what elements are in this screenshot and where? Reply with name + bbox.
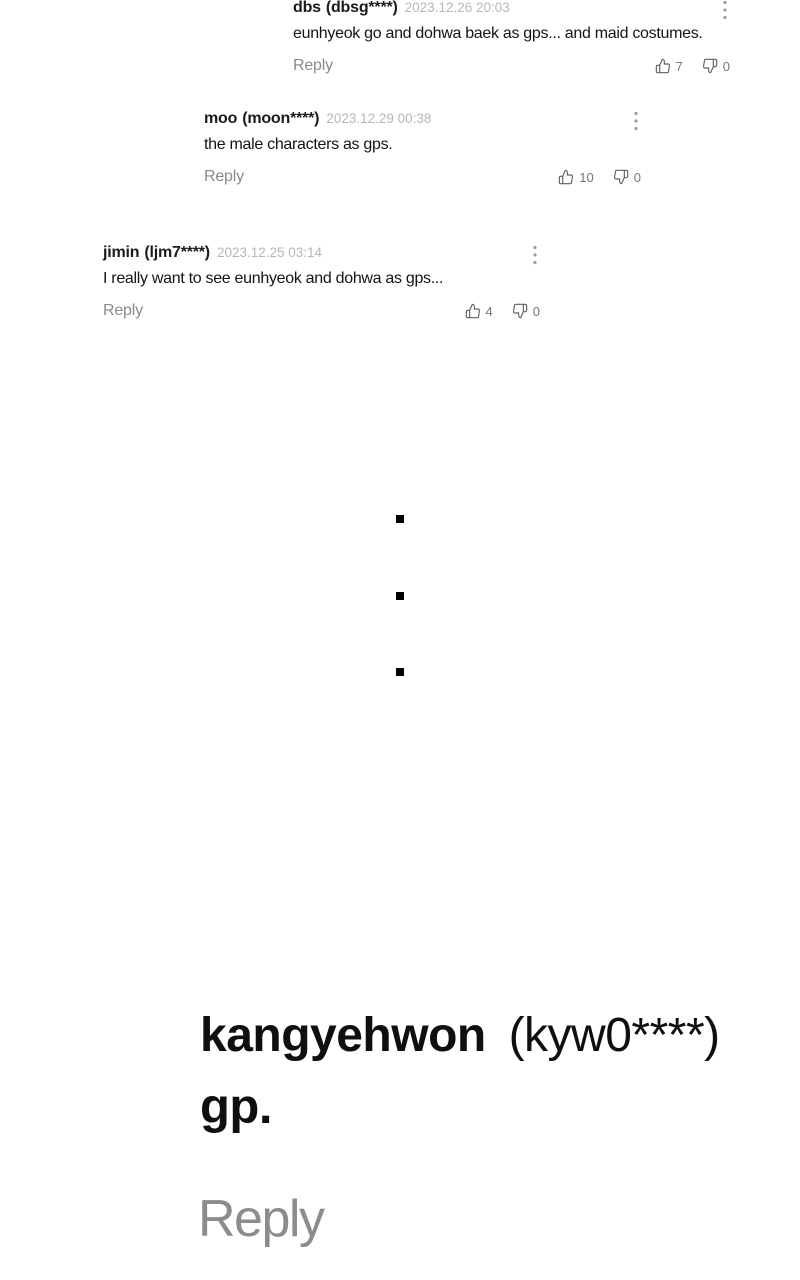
dislike-count: 0 [633,169,641,185]
comment-item [293,0,730,75]
comment-header [103,243,540,263]
ellipsis-dot [396,668,404,676]
kebab-menu-icon[interactable] [632,109,640,133]
kebab-menu-icon[interactable] [531,243,539,267]
thumbs-up-icon [558,169,574,185]
comment-author: dbs [293,0,321,16]
like-count: 7 [675,58,683,74]
vote-group [558,169,641,185]
vote-group [655,58,730,74]
like-button[interactable] [465,303,493,319]
kebab-menu-glyph [634,111,638,131]
comment-author-id: (ljm7****) [144,244,210,261]
comment-header [204,109,641,129]
ellipsis-dot [396,592,404,600]
dislike-button[interactable] [702,58,730,74]
comment-author-id: (kyw0****) [508,1009,720,1062]
thumbs-down-icon [613,169,629,185]
comment-author: jimin [103,244,140,261]
comment-author: moo [204,110,238,127]
comment-author-id: (dbsg****) [325,0,398,16]
comment-item [103,243,540,320]
comment-footer [293,57,730,75]
dislike-button[interactable] [613,169,641,185]
like-count: 10 [579,169,594,185]
thumbs-up-icon [465,303,481,319]
comment-header [293,0,730,18]
comment-text: eunhyeok go and dohwa baek as gps... and maid costumes. [293,25,703,42]
comment-header [200,1006,720,1066]
comment-footer [103,302,540,320]
reply-button[interactable]: Reply [204,168,244,185]
like-button[interactable] [558,169,593,185]
like-button[interactable] [655,58,683,74]
dislike-button[interactable] [512,303,540,319]
dislike-count: 0 [532,303,540,319]
comment-author: kangyehwon [200,1009,486,1062]
thumbs-down-icon [512,303,528,319]
comment-item [204,109,641,186]
thumbs-down-icon [702,58,718,74]
comment-author-id: (moon****) [242,110,320,127]
thumbs-up-icon [655,58,671,74]
kebab-menu-glyph [533,245,537,265]
dislike-count: 0 [722,58,730,74]
like-count: 4 [485,303,493,319]
comment-text: the male characters as gps. [204,136,393,153]
kebab-menu-icon[interactable] [721,0,729,22]
kebab-menu-glyph [723,0,727,20]
reply-button[interactable]: Reply [103,302,143,319]
comment-date: 2023.12.26 20:03 [404,0,510,15]
comment-text: gp. [200,1080,272,1134]
reply-button[interactable]: Reply [198,1190,324,1248]
vote-group [465,303,540,319]
comment-footer [204,168,641,186]
ellipsis-dot [396,515,404,523]
comment-date: 2023.12.29 00:38 [326,111,432,126]
reply-button[interactable]: Reply [293,57,333,74]
comment-text: I really want to see eunhyeok and dohwa as gps... [103,270,444,287]
comment-date: 2023.12.25 03:14 [216,245,323,260]
